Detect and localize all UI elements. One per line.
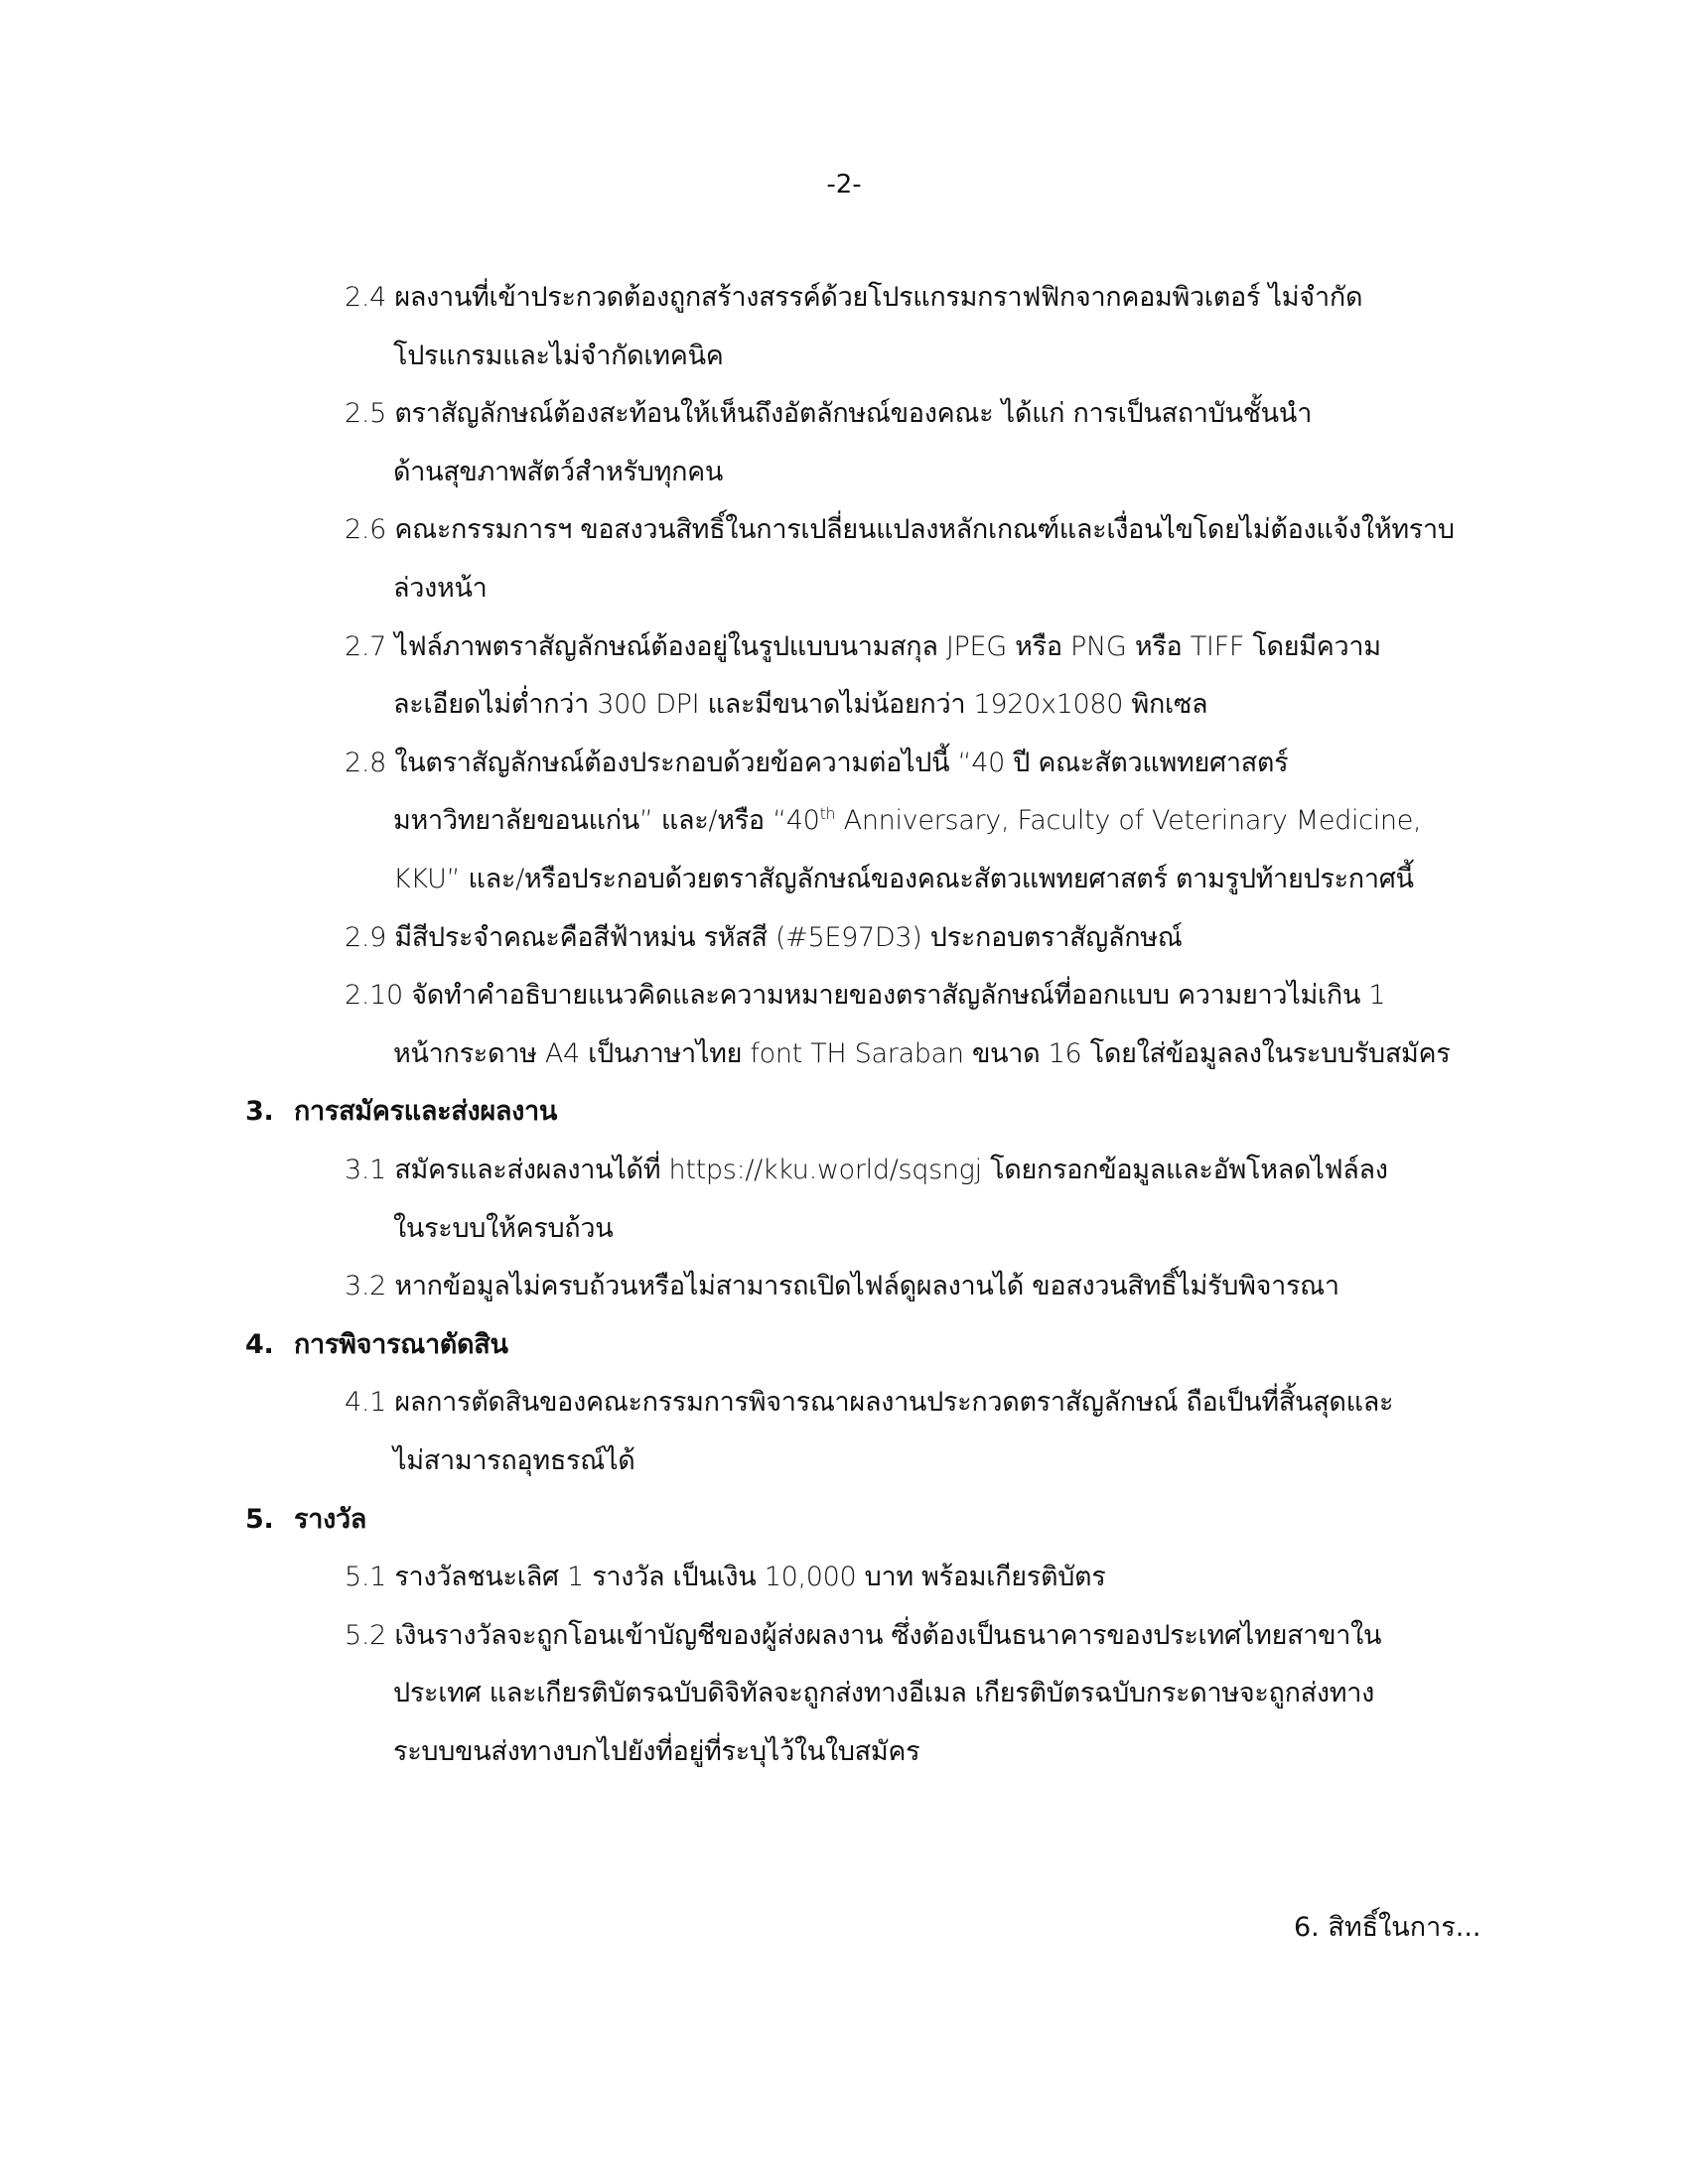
clause-2-5: 2.5 ตราสัญลักษณ์ต้องสะท้อนให้เห็นถึงอัตลักษณ์ของคณะ ได้แก่ การเป็นสถาบันชั้นนำ <box>345 398 1313 429</box>
clause-5-2: 5.2 เงินรางวัลจะถูกโอนเข้าบัญชีของผู้ส่งผลงาน ซึ่งต้องเป็นธนาคารของประเทศไทยสาขาใน <box>345 1620 1382 1651</box>
clause-2-6-cont: ล่วงหน้า <box>393 573 488 604</box>
section-title: การสมัครและส่งผลงาน <box>294 1096 558 1127</box>
section-heading-4 <box>245 1325 508 1365</box>
section-number: 5. <box>245 1504 274 1535</box>
clause-2-5-cont: ด้านสุขภาพสัตว์สำหรับทุกคน <box>393 457 724 487</box>
section-number: 3. <box>245 1096 274 1127</box>
text-post: Anniversary, Faculty of Veterinary Medicine, <box>835 805 1422 836</box>
section-title: รางวัล <box>294 1504 367 1535</box>
clause-2-7: 2.7 ไฟล์ภาพตราสัญลักษณ์ต้องอยู่ในรูปแบบนามสกุล JPEG หรือ PNG หรือ TIFF โดยมีความ <box>345 631 1381 662</box>
clause-2-7-cont: ละเอียดไม่ต่ำกว่า 300 DPI และมีขนาดไม่น้อยกว่า 1920x1080 พิกเซล <box>393 689 1208 720</box>
clause-3-1: 3.1 สมัครและส่งผลงานได้ที่ https://kku.world/sqsngj โดยกรอกข้อมูลและอัพโหลดไฟล์ลง <box>345 1155 1388 1185</box>
section-heading-5 <box>245 1500 366 1540</box>
clause-2-8-cont-2: KKU” และ/หรือประกอบด้วยตราสัญลักษณ์ของคณะสัตวแพทยศาสตร์ ตามรูปท้ายประกาศนี้ <box>393 864 1414 894</box>
section-title: การพิจารณาตัดสิน <box>294 1329 508 1360</box>
clause-5-1: 5.1 รางวัลชนะเลิศ 1 รางวัล เป็นเงิน 10,000 บาท พร้อมเกียรติบัตร <box>345 1562 1106 1592</box>
clause-3-1-cont: ในระบบให้ครบถ้วน <box>393 1213 614 1244</box>
clause-3-2: 3.2 หากข้อมูลไม่ครบถ้วนหรือไม่สามารถเปิดไฟล์ดูผลงานได้ ขอสงวนสิทธิ์ไม่รับพิจารณา <box>345 1271 1339 1301</box>
clause-2-4-cont: โปรแกรมและไม่จำกัดเทคนิค <box>393 341 724 371</box>
clause-2-10: 2.10 จัดทำคำอธิบายแนวคิดและความหมายของตราสัญลักษณ์ที่ออกแบบ ความยาวไม่เกิน 1 <box>345 980 1386 1011</box>
clause-5-2-cont-2: ระบบขนส่งทางบกไปยังที่อยู่ที่ระบุไว้ในใบสมัคร <box>393 1736 920 1767</box>
text-pre: มหาวิทยาลัยขอนแก่น” และ/หรือ “40 <box>393 805 820 836</box>
clause-2-9: 2.9 มีสีประจำคณะคือสีฟ้าหม่น รหัสสี (#5E97D3) ประกอบตราสัญลักษณ์ <box>345 922 1183 953</box>
section-heading-3 <box>245 1092 557 1132</box>
clause-4-1: 4.1 ผลการตัดสินของคณะกรรมการพิจารณาผลงานประกวดตราสัญลักษณ์ ถือเป็นที่สิ้นสุดและ <box>345 1387 1394 1418</box>
clause-2-10-cont: หน้ากระดาษ A4 เป็นภาษาไทย font TH Saraban ขนาด 16 โดยใส่ข้อมูลลงในระบบรับสมัคร <box>393 1038 1451 1069</box>
continuation-footer: 6. สิทธิ์ในการ... <box>1294 1912 1481 1943</box>
clause-4-1-cont: ไม่สามารถอุทธรณ์ได้ <box>393 1445 635 1476</box>
section-number: 4. <box>245 1329 274 1360</box>
page-number: -2- <box>826 170 862 200</box>
clause-2-8: 2.8 ในตราสัญลักษณ์ต้องประกอบด้วยข้อความต่อไปนี้ “40 ปี คณะสัตวแพทยศาสตร์ <box>345 748 1289 778</box>
clause-2-6: 2.6 คณะกรรมการฯ ขอสงวนสิทธิ์ในการเปลี่ยนแปลงหลักเกณฑ์และเงื่อนไขโดยไม่ต้องแจ้งให้ทราบ <box>345 514 1455 545</box>
superscript: th <box>819 804 836 823</box>
clause-2-8-cont-1 <box>393 801 1421 841</box>
clause-2-4: 2.4 ผลงานที่เข้าประกวดต้องถูกสร้างสรรค์ด้วยโปรแกรมกราฟฟิกจากคอมพิวเตอร์ ไม่จำกัด <box>345 282 1363 313</box>
clause-5-2-cont-1: ประเทศ และเกียรติบัตรฉบับดิจิทัลจะถูกส่งทางอีเมล เกียรติบัตรฉบับกระดาษจะถูกส่งทาง <box>393 1678 1374 1708</box>
